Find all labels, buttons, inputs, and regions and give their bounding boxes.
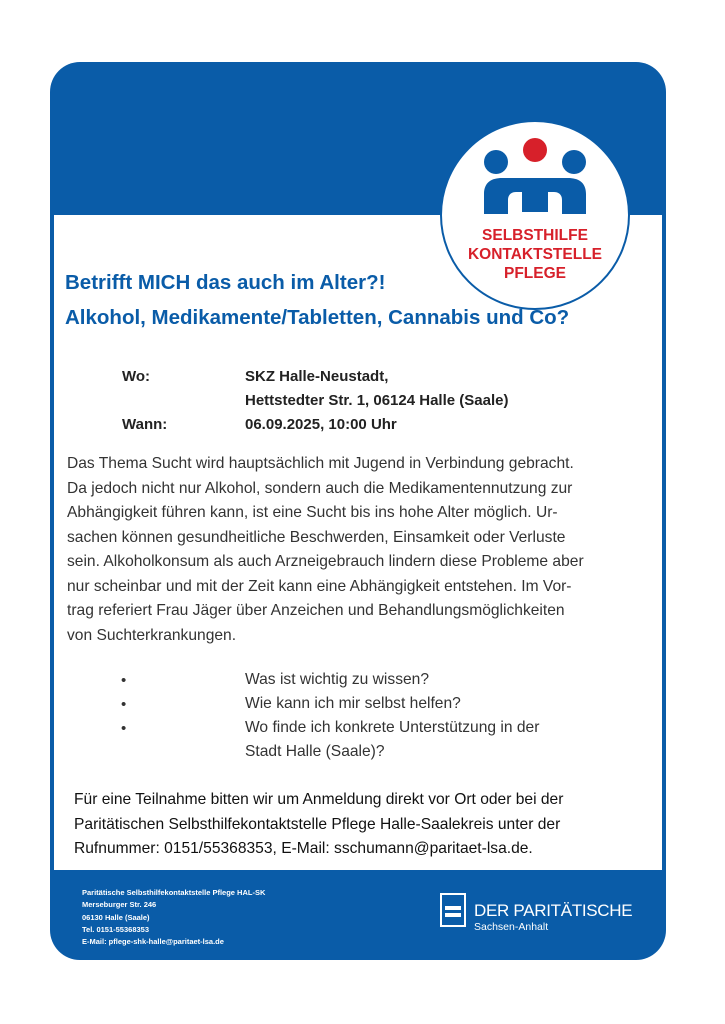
- description-line: trag referiert Frau Jäger über Anzeichen und Behandlungsmöglichkeiten: [67, 602, 565, 619]
- bullet-item-continued: Stadt Halle (Saale)?: [245, 743, 385, 760]
- where-venue: SKZ Halle-Neustadt,: [245, 368, 389, 385]
- logo-text-selbsthilfe: SELBSTHILFE: [482, 227, 588, 244]
- bullet-marker: •: [121, 672, 127, 689]
- footer-org: Paritätische Selbsthilfekontaktstelle Pflege HAL-SK: [82, 888, 266, 897]
- page-subtitle: Alkohol, Medikamente/Tabletten, Cannabis und Co?: [65, 306, 570, 329]
- registration-note: [74, 788, 634, 862]
- paritaet-logo-icon: [440, 893, 466, 927]
- bullet-item: Was ist wichtig zu wissen?: [245, 671, 430, 688]
- bullet-marker: •: [121, 696, 127, 713]
- logo-text-kontaktstelle: KONTAKTSTELLE: [467, 246, 603, 263]
- description-line: sein. Alkoholkonsum als auch Arzneigebrauch lindern diese Probleme aber: [67, 553, 584, 570]
- where-address: Hettstedter Str. 1, 06124 Halle (Saale): [245, 392, 509, 409]
- bullet-item: Wie kann ich mir selbst helfen?: [245, 695, 461, 712]
- three-people-icon: [482, 136, 588, 214]
- description-line: von Suchterkrankungen.: [67, 626, 237, 644]
- description-paragraph: [67, 452, 642, 648]
- registration-line: Für eine Teilnahme bitten wir um Anmeldung direkt vor Ort oder bei der: [74, 791, 564, 808]
- page-title: Betrifft MICH das auch im Alter?!: [65, 271, 386, 294]
- brand-name: DER PARITÄTISCHE: [474, 901, 633, 920]
- description-line: nur scheinbar und mit der Zeit kann eine Abhängigkeit entstehen. Im Vor-: [67, 577, 572, 595]
- selbsthilfe-logo: [440, 120, 630, 310]
- description-line: Da jedoch nicht nur Alkohol, sondern auch die Medikamentennutzung zur: [67, 479, 573, 497]
- registration-line: Rufnummer: 0151/55368353, E-Mail: sschumann@paritaet-lsa.de.: [74, 840, 533, 857]
- logo-text-pflege: PFLEGE: [503, 265, 566, 282]
- description-line: Das Thema Sucht wird hauptsächlich mit Jugend in Verbindung gebracht.: [67, 455, 574, 472]
- footer-city: 06130 Halle (Saale): [82, 912, 150, 922]
- when-value: 06.09.2025, 10:00 Uhr: [245, 416, 397, 433]
- bullet-item: Wo finde ich konkrete Unterstützung in der: [245, 719, 540, 736]
- bullet-marker: •: [121, 720, 127, 737]
- footer-phone: Tel. 0151-55368353: [82, 924, 149, 934]
- footer-street: Merseburger Str. 246: [82, 900, 157, 910]
- description-line: Abhängigkeit führen kann, ist eine Sucht bis ins hohe Alter möglich. Ur-: [67, 504, 558, 521]
- footer-email: E-Mail: pflege-shk-halle@paritaet-lsa.de: [82, 937, 224, 947]
- brand-subtitle: Sachsen-Anhalt: [474, 921, 549, 933]
- registration-line: Paritätischen Selbsthilfekontaktstelle Pflege Halle-Saalekreis unter der: [74, 815, 561, 833]
- description-line: sachen können gesundheitliche Beschwerden, Einsamkeit oder Verluste: [67, 528, 566, 546]
- where-label: Wo:: [122, 368, 151, 385]
- footer-address: [82, 887, 265, 948]
- when-label: Wann:: [122, 416, 168, 433]
